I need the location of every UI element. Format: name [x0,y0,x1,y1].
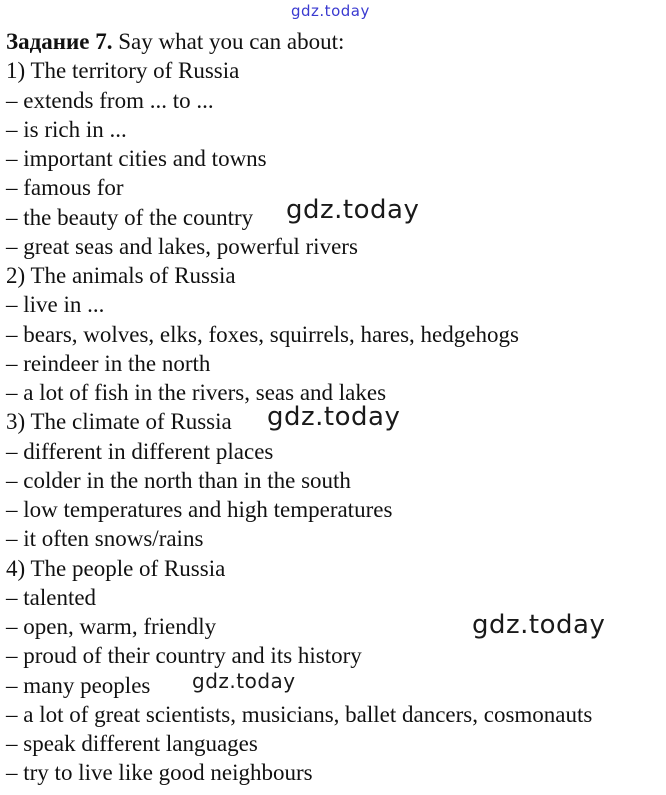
list-item: – colder in the north than in the south [6,467,351,493]
list-item: – it often snows/rains [6,526,204,552]
watermark: gdz.today [192,669,296,693]
list-item: – many peoples [6,672,151,698]
list-item: – important cities and towns [6,146,267,171]
list-item: – speak different languages [6,731,258,756]
list-item: – famous for [6,175,124,201]
list-item: – live in ... [6,292,105,318]
watermark-top: gdz.today [291,2,370,20]
section-heading-climate: 3) The climate of Russia [6,409,232,435]
list-item: – talented [6,584,97,610]
list-item: – low temperatures and high temperatures [6,497,393,522]
list-item: – a lot of fish in the rivers, seas and lakes [6,380,387,405]
section-heading-animals: 2) The animals of Russia [6,263,236,288]
section-heading-territory: 1) The territory of Russia [6,58,240,84]
list-item: – bears, wolves, elks, foxes, squirrels, hares, hedgehogs [6,321,519,347]
list-item: – try to live like good neighbours [6,760,313,786]
list-item: – reindeer in the north [6,350,211,376]
list-item: – extends from ... to ... [6,87,214,113]
list-item: – is rich in ... [6,116,127,142]
watermark: gdz.today [267,402,401,432]
list-item: – proud of their country and its history [6,643,362,669]
list-item: – open, warm, friendly [6,614,217,639]
list-item: – great seas and lakes, powerful rivers [6,233,358,259]
list-item: – a lot of great scientists, musicians, ballet dancers, cosmonauts [6,701,593,727]
section-heading-people: 4) The people of Russia [6,555,226,581]
list-item: – the beauty of the country [6,204,254,230]
task-heading [6,27,661,56]
task-prompt: Say what you can about: [112,29,345,54]
watermark: gdz.today [472,610,606,640]
watermark: gdz.today [286,195,420,225]
task-label: Задание 7. [6,29,113,54]
list-item: – different in different places [6,438,274,464]
